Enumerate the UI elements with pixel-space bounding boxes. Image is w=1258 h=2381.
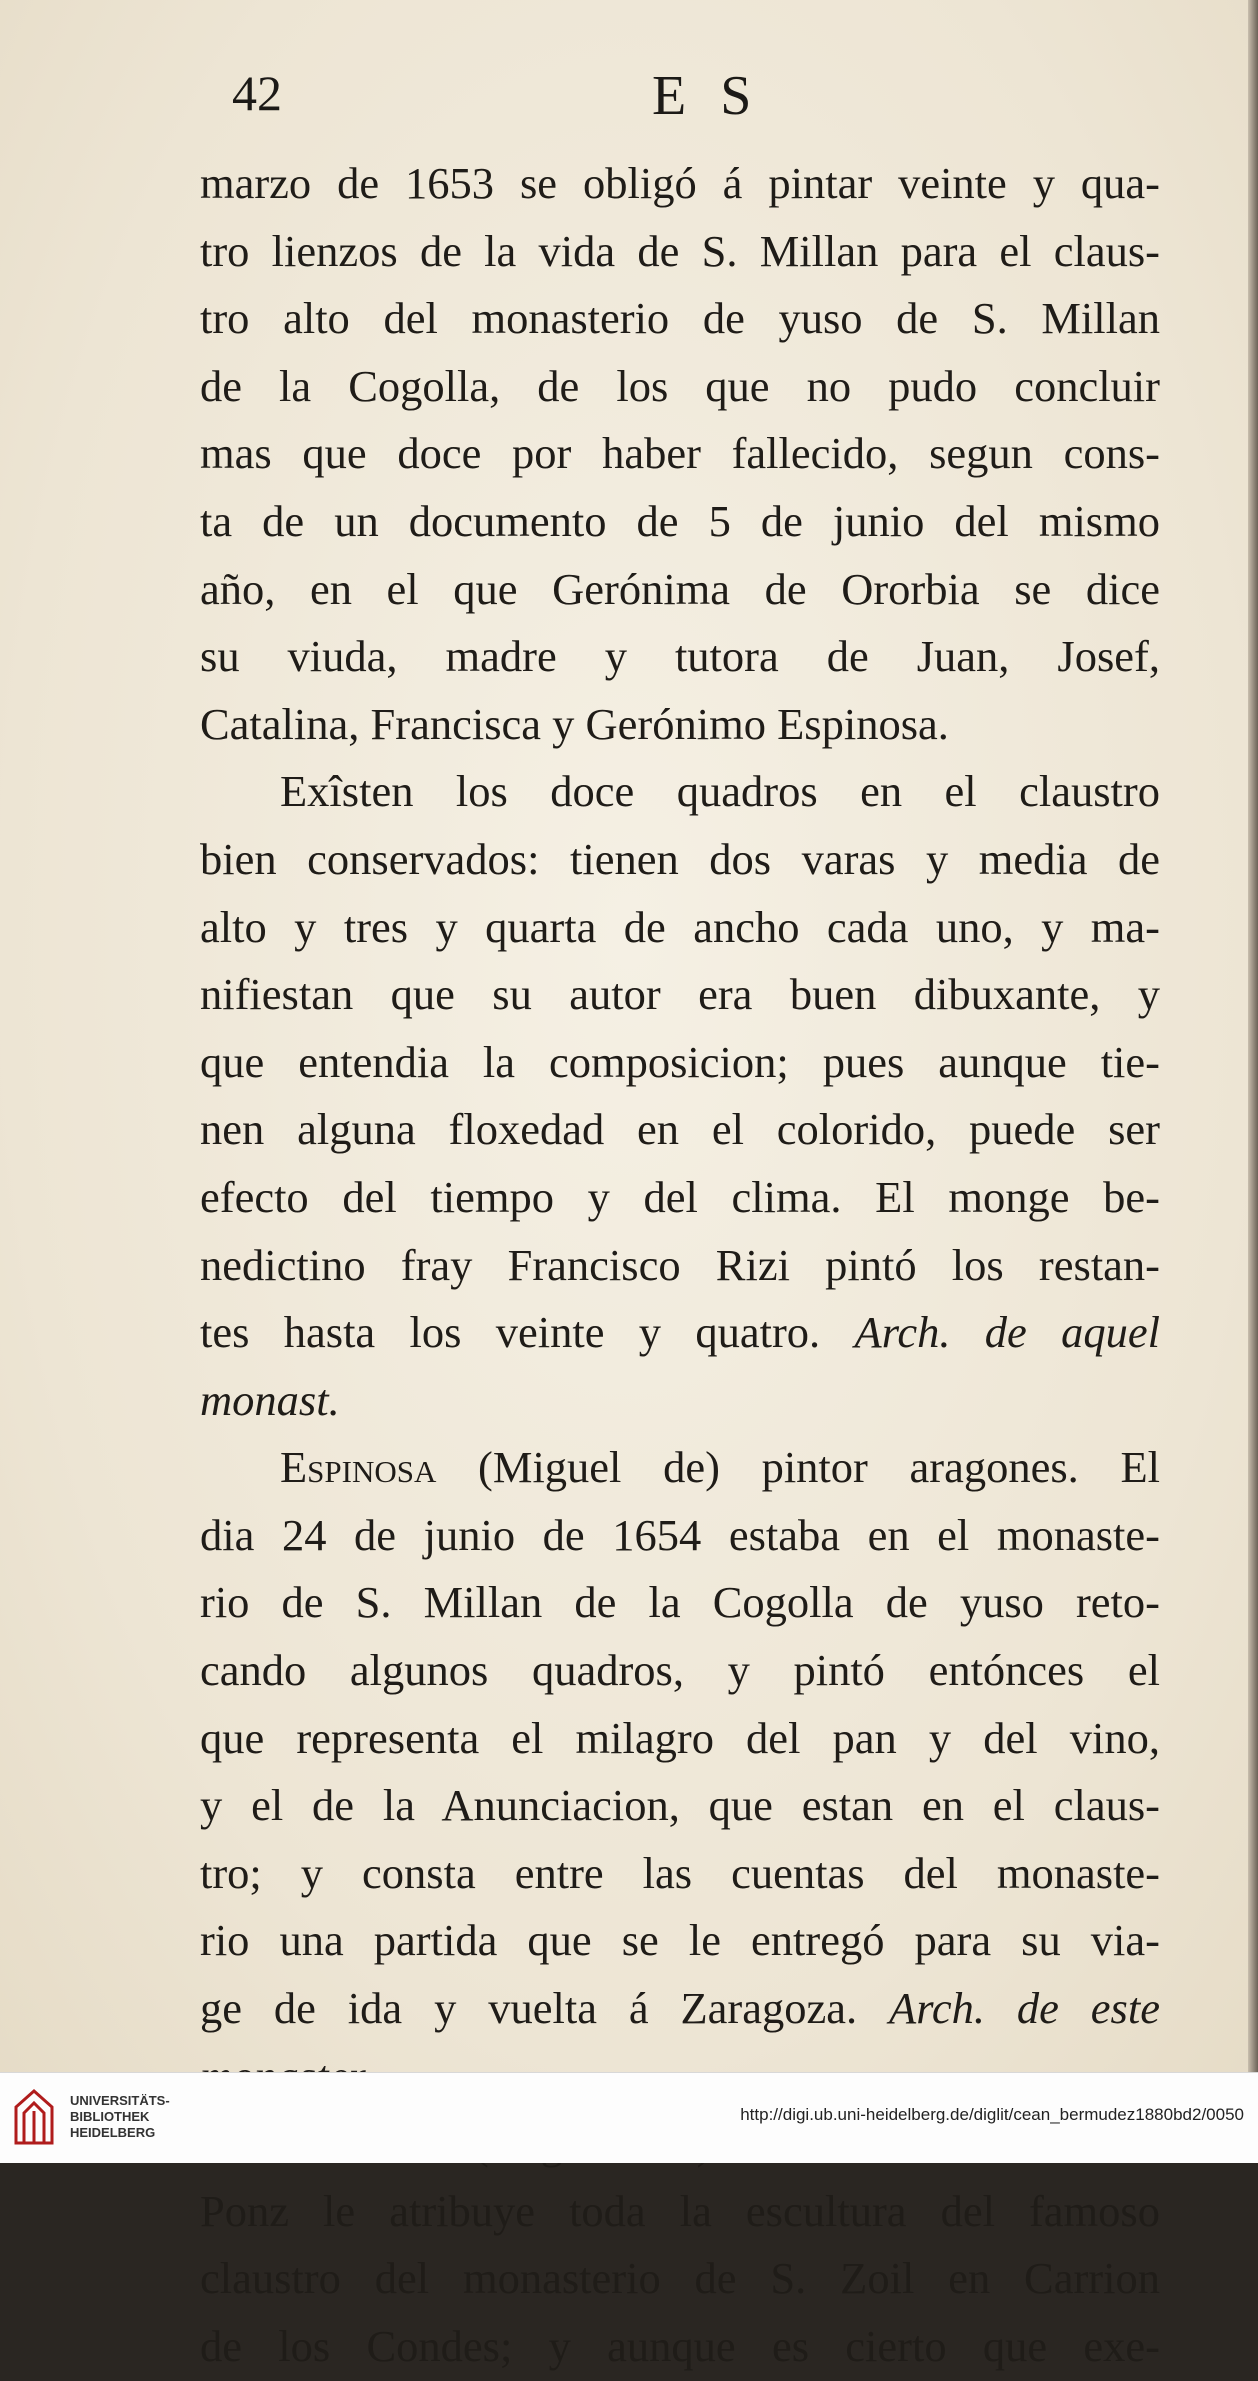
- text-line: [200, 691, 1160, 759]
- text-run: de los Condes; y aunque es cierto que exe-: [200, 2321, 1160, 2371]
- text-line: [200, 623, 1160, 691]
- entry-name: Espinosa: [280, 1442, 437, 1493]
- text-run: efecto del tiempo y del clima. El monge be-: [200, 1171, 1160, 1222]
- text-line: [200, 218, 1160, 286]
- text-run: (Miguel de) pintor aragones. El: [436, 1442, 1160, 1493]
- body-text: [200, 150, 1160, 2381]
- page-edge: [1248, 0, 1258, 2072]
- page-number: 42: [232, 65, 282, 121]
- text-run: de la Cogolla, de los que no pudo concluir: [200, 360, 1160, 411]
- text-line: [200, 556, 1160, 624]
- text-line: [200, 1232, 1160, 1300]
- text-line: [200, 1299, 1160, 1367]
- text-run: tro; y consta entre las cuentas del monaste-: [200, 1847, 1160, 1898]
- text-line: [200, 1705, 1160, 1773]
- running-head: [232, 64, 1058, 127]
- text-line: [200, 1502, 1160, 1570]
- source-citation: monast.: [200, 1374, 340, 1425]
- text-line: [200, 1164, 1160, 1232]
- text-line: [200, 285, 1160, 353]
- text-line: [200, 1096, 1160, 1164]
- text-run: que representa el milagro del pan y del vino,: [200, 1712, 1160, 1763]
- text-line: [200, 2313, 1160, 2381]
- text-line: [200, 420, 1160, 488]
- library-name-line: UNIVERSITÄTS-: [70, 2093, 170, 2108]
- text-line: [200, 1840, 1160, 1908]
- text-run: rio de S. Millan de la Cogolla de yuso reto-: [200, 1577, 1160, 1628]
- footer-bar: [0, 2072, 1258, 2163]
- source-url-link[interactable]: http://digi.ub.uni-heidelberg.de/diglit/cean_bermudez1880bd2/0050: [740, 2105, 1244, 2124]
- text-line: [200, 1434, 1160, 1502]
- library-name-line: BIBLIOTHEK: [70, 2109, 150, 2124]
- text-run: tro alto del monasterio de yuso de S. Millan: [200, 293, 1160, 344]
- text-run: Ponz le atribuye toda la escultura del famoso: [200, 2185, 1160, 2236]
- text-run: nedictino fray Francisco Rizi pintó los restan-: [200, 1239, 1160, 1290]
- text-run: cando algunos quadros, y pintó entónces el: [200, 1645, 1160, 1696]
- text-run: claustro del monasterio de S. Zoil en Carrion: [200, 2253, 1160, 2304]
- text-line: [200, 961, 1160, 1029]
- text-run: mas que doce por haber fallecido, segun cons-: [200, 428, 1160, 479]
- text-line: [200, 488, 1160, 556]
- text-run: marzo de 1653 se obligó á pintar veinte y qua-: [200, 158, 1160, 208]
- text-run: tes hasta los veinte y quatro.: [200, 1307, 855, 1358]
- text-line: [200, 758, 1160, 826]
- text-run: nen alguna floxedad en el colorido, puede ser: [200, 1104, 1160, 1155]
- text-run: y el de la Anunciacion, que estan en el claus-: [200, 1780, 1160, 1831]
- text-line: [200, 1367, 1160, 1435]
- text-line: [200, 826, 1160, 894]
- text-run: su viuda, madre y tutora de Juan, Josef,: [200, 631, 1160, 682]
- source-citation: Arch. de aquel: [854, 1307, 1160, 1358]
- text-line: [200, 2245, 1160, 2313]
- text-run: ge de ida y vuelta á Zaragoza.: [200, 1983, 890, 2034]
- text-line: [200, 353, 1160, 421]
- text-line: [200, 1772, 1160, 1840]
- text-line: [200, 1907, 1160, 1975]
- text-run: tro lienzos de la vida de S. Millan para el claus-: [200, 225, 1160, 276]
- library-logo-icon: [12, 2087, 56, 2147]
- text-run: ta de un documento de 5 de junio del mismo: [200, 495, 1160, 546]
- text-run: alto y tres y quarta de ancho cada uno, y ma-: [200, 901, 1160, 952]
- text-run: nifiestan que su autor era buen dibuxante, y: [200, 969, 1160, 1020]
- text-run: bien conservados: tienen dos varas y media de: [200, 833, 1160, 884]
- text-line: [200, 1975, 1160, 2043]
- text-run: año, en el que Gerónima de Ororbia se dice: [200, 563, 1160, 614]
- library-name: [70, 2093, 170, 2141]
- text-line: [200, 1637, 1160, 1705]
- text-line: [200, 894, 1160, 962]
- text-run: dia 24 de junio de 1654 estaba en el monaste-: [200, 1509, 1160, 1560]
- text-run: rio una partida que se le entregó para su via-: [200, 1915, 1160, 1966]
- text-line: [200, 150, 1160, 218]
- text-line: [200, 1029, 1160, 1097]
- text-line: [200, 2178, 1160, 2246]
- text-run: Catalina, Francisca y Gerónimo Espinosa.: [200, 698, 949, 749]
- section-letters: E S: [652, 65, 762, 127]
- library-name-line: HEIDELBERG: [70, 2125, 156, 2140]
- text-line: [200, 1569, 1160, 1637]
- text-run: Exîsten los doce quadros en el claustro: [280, 766, 1160, 817]
- source-citation: Arch. de este: [889, 1983, 1160, 2034]
- text-run: que entendia la composicion; pues aunque tie-: [200, 1036, 1160, 1087]
